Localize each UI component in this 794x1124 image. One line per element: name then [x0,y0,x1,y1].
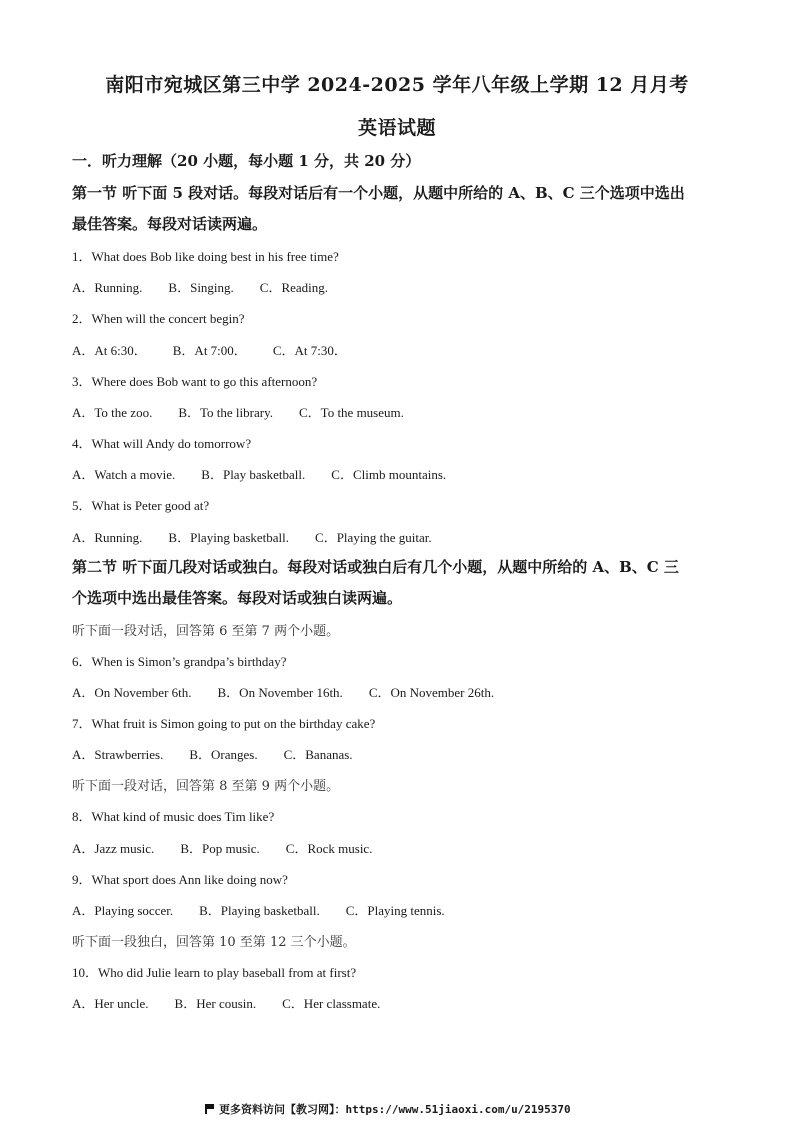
option-c: C．At 7:30． [272,343,347,358]
option-c: C．Her classmate. [282,996,381,1011]
option-b: B．Oranges. [189,747,258,762]
section-heading: 一．听力理解（20 小题，每小题 1 分，共 20 分） [72,152,421,170]
option-a: A．Playing soccer. [72,903,174,918]
option-b: B．At 7:00． [172,343,247,358]
option-c: C．On November 26th. [368,685,495,700]
options-8 [72,838,372,857]
listening-instruction: 听下面一段对话，回答第 8 至第 9 两个小题。 [72,779,340,794]
question-8: 8．What kind of music does Tim like? [72,809,275,824]
option-a: A．Strawberries. [72,747,164,762]
part1-instruction-line2: 最佳答案。每段对话读两遍。 [72,215,268,233]
option-c: C．Playing the guitar. [315,530,432,545]
options-2 [72,340,347,359]
option-a: A．On November 6th. [72,685,192,700]
options-10 [72,993,380,1012]
question-3: 3．Where does Bob want to go this afternoon? [72,374,318,389]
options-9 [72,900,445,919]
option-a: A．At 6:30． [72,343,147,358]
option-b: B．Playing basketball. [168,530,290,545]
option-a: A．Running. [72,530,143,545]
question-4: 4．What will Andy do tomorrow? [72,436,252,451]
listening-instruction: 听下面一段独白，回答第 10 至第 12 三个小题。 [72,935,356,950]
question-7: 7．What fruit is Simon going to put on the birthday cake? [72,716,376,731]
part2-instruction-line2: 个选项中选出最佳答案。每段对话或独白读两遍。 [72,589,403,607]
question-6: 6．When is Simon’s grandpa’s birthday? [72,654,287,669]
flag-icon [205,1104,214,1114]
option-c: C．Playing tennis. [345,903,445,918]
options-6 [72,682,494,701]
part1-instruction-line1: 第一节 听下面 5 段对话。每段对话后有一个小题，从题中所给的 A、B、C 三个选项中选出 [72,184,685,202]
question-2: 2．When will the concert begin? [72,311,245,326]
question-1: 1．What does Bob like doing best in his free time? [72,249,339,264]
footer-text: 更多资料访问【教习网】：https://www.51jiaoxi.com/u/2195370 [219,1103,571,1116]
page-subtitle: 英语试题 [357,117,436,139]
part2-instruction-line1: 第二节 听下面几段对话或独白。每段对话或独白后有几个小题，从题中所给的 A、B、C 三 [72,558,679,576]
options-4 [72,464,446,483]
option-a: A．To the zoo. [72,405,153,420]
option-a: A．Running. [72,280,143,295]
options-5 [72,527,432,546]
option-a: A．Watch a movie. [72,467,176,482]
question-5: 5．What is Peter good at? [72,498,210,513]
option-b: B．Singing. [168,280,234,295]
option-a: A．Her uncle. [72,996,149,1011]
option-c: C．Bananas. [283,747,353,762]
listening-instruction: 听下面一段对话，回答第 6 至第 7 两个小题。 [72,624,340,639]
option-c: C．Climb mountains. [331,467,447,482]
page-title: 南阳市宛城区第三中学 2024-2025 学年八年级上学期 12 月月考 [105,74,689,96]
option-c: C．To the museum. [298,405,404,420]
option-b: B．Pop music. [180,841,260,856]
question-9: 9．What sport does Ann like doing now? [72,872,288,887]
option-b: B．Playing basketball. [199,903,320,918]
question-10: 10．Who did Julie learn to play baseball from at first? [72,965,357,980]
options-3 [72,402,404,421]
option-a: A．Jazz music. [72,841,155,856]
footer-link[interactable] [205,1101,571,1117]
option-c: C．Rock music. [285,841,373,856]
option-b: B．To the library. [178,405,273,420]
options-1 [72,277,328,296]
option-b: B．Play basketball. [201,467,306,482]
option-b: B．Her cousin. [174,996,257,1011]
options-7 [72,744,353,763]
option-b: B．On November 16th. [217,685,343,700]
option-c: C．Reading. [259,280,329,295]
